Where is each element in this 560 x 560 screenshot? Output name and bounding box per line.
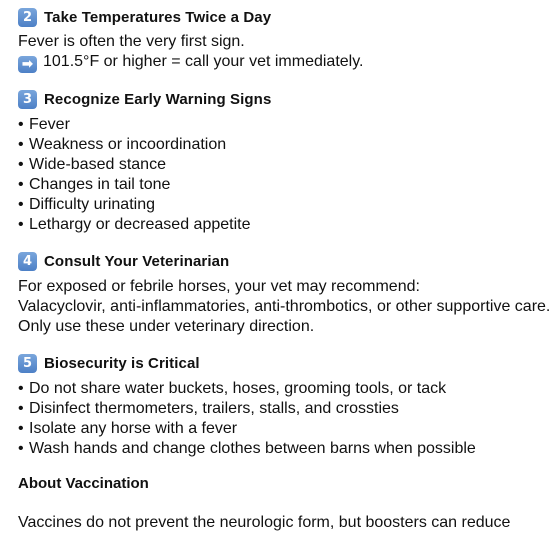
- section-heading: [18, 349, 560, 379]
- number-5-icon: 5: [18, 354, 37, 373]
- section-title: Recognize Early Warning Signs: [44, 91, 272, 108]
- list-item-text: Difficulty urinating: [29, 195, 155, 213]
- list-item-text: Do not share water buckets, hoses, grooming tools, or tack: [29, 379, 447, 397]
- document: [18, 0, 560, 533]
- bullet-icon: •: [18, 419, 24, 437]
- spacer: [18, 337, 560, 347]
- paragraph-text: 101.5°F or higher = call your vet immediately.: [43, 53, 364, 70]
- list-item-text: Isolate any horse with a fever: [29, 419, 238, 437]
- list-item: [18, 419, 560, 439]
- number-4-icon: 4: [18, 252, 37, 271]
- bullet-icon: •: [18, 135, 24, 153]
- section-warning-signs: [18, 85, 560, 235]
- list-item: [18, 195, 560, 215]
- list-item: [18, 135, 560, 155]
- paragraph-line: Fever is often the very first sign.: [18, 33, 245, 50]
- list-item-text: Changes in tail tone: [29, 175, 171, 193]
- bullet-icon: •: [18, 399, 24, 417]
- list-item-text: Lethargy or decreased appetite: [29, 215, 251, 233]
- list-item-text: Disinfect thermometers, trailers, stalls, and crossties: [29, 399, 399, 417]
- spacer: [18, 73, 560, 83]
- list-item: [18, 215, 560, 235]
- section-heading: [18, 85, 560, 115]
- list-item-text: Wide-based stance: [29, 155, 166, 173]
- list-item: [18, 155, 560, 175]
- spacer: [18, 499, 560, 513]
- bullet-icon: •: [18, 379, 24, 397]
- paragraph-line: Vaccines do not prevent the neurologic form, but boosters can reduce: [18, 513, 511, 531]
- paragraph-line: Valacyclovir, anti-inflammatories, anti-thrombotics, or other supportive care.: [18, 297, 551, 315]
- section-title: Consult Your Veterinarian: [44, 253, 230, 270]
- list-item: [18, 399, 560, 419]
- list-item: [18, 175, 560, 195]
- section-heading: [18, 2, 560, 32]
- section-heading: [18, 247, 560, 277]
- bullet-icon: •: [18, 439, 24, 457]
- list-item: [18, 379, 560, 399]
- spacer: [18, 459, 560, 469]
- section-title: About Vaccination: [18, 475, 149, 492]
- list-item-text: Fever: [29, 115, 70, 133]
- list-item-text: Wash hands and change clothes between barns when possible: [29, 439, 476, 457]
- section-veterinarian: [18, 247, 560, 337]
- section-title: Biosecurity is Critical: [44, 355, 200, 372]
- list-item-text: Weakness or incoordination: [29, 135, 227, 153]
- bullet-icon: •: [18, 215, 24, 233]
- bullet-icon: •: [18, 155, 24, 173]
- section-temperatures: [18, 2, 560, 73]
- list-item: [18, 439, 560, 459]
- section-title: Take Temperatures Twice a Day: [44, 8, 272, 26]
- number-3-icon: 3: [18, 90, 37, 109]
- number-2-icon: 2: [18, 8, 37, 27]
- spacer: [18, 235, 560, 245]
- section-vaccination: [18, 469, 560, 533]
- bullet-icon: •: [18, 115, 24, 133]
- paragraph-line: For exposed or febrile horses, your vet may recommend:: [18, 277, 420, 295]
- paragraph-line: Only use these under veterinary direction.: [18, 317, 315, 335]
- list-item: [18, 115, 560, 135]
- bullet-icon: •: [18, 195, 24, 213]
- paragraph-line: [18, 52, 560, 73]
- bullet-icon: •: [18, 175, 24, 193]
- right-arrow-icon: ➡: [18, 56, 37, 73]
- section-biosecurity: [18, 349, 560, 459]
